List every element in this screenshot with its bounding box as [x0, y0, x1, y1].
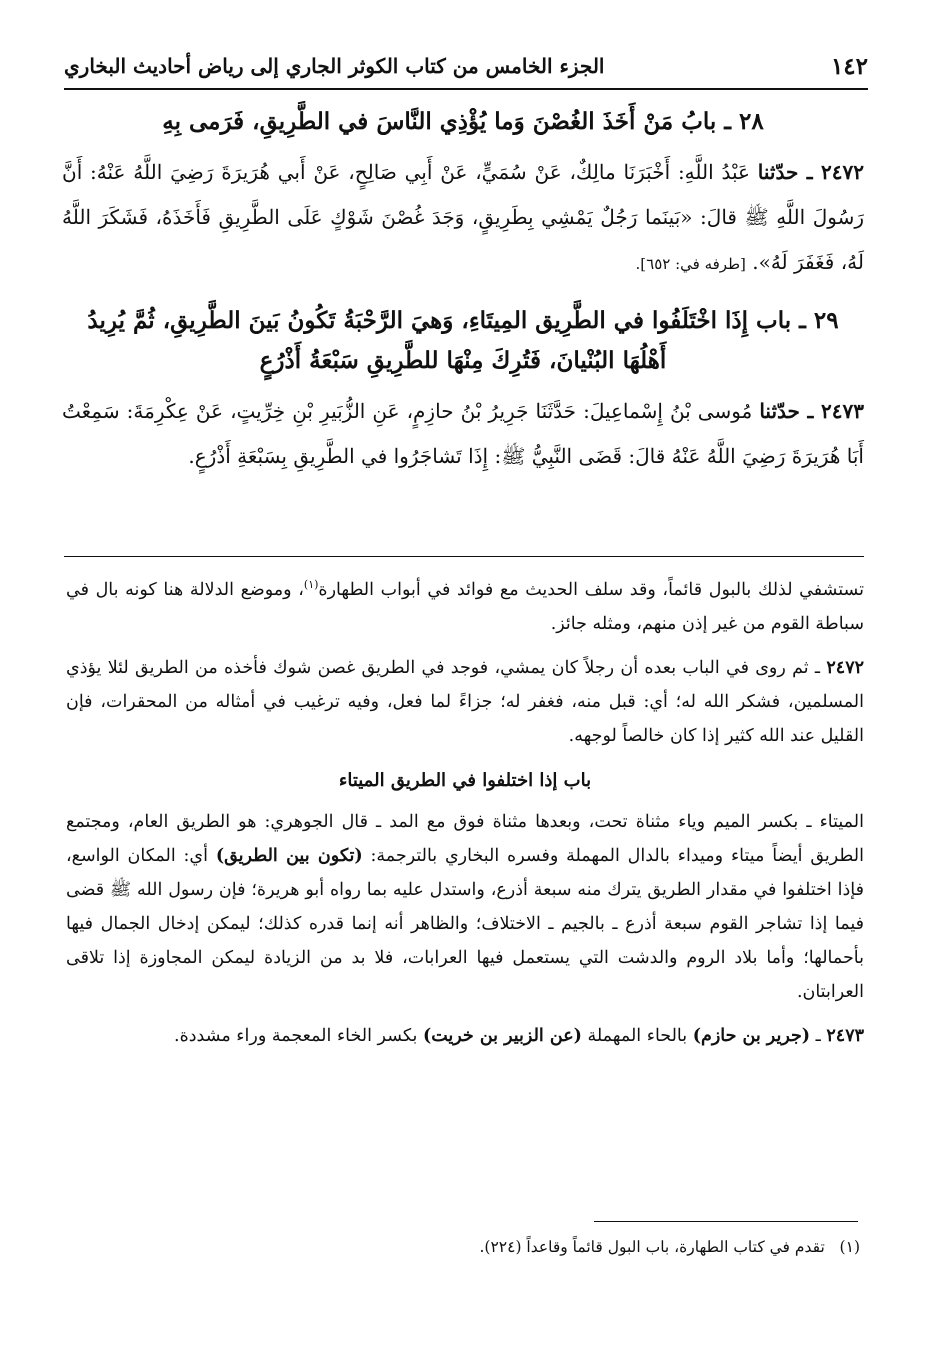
page-number: ١٤٢	[830, 52, 868, 80]
footnote-text: تقدم في كتاب الطهارة، باب البول قائماً وقاعداً (٢٢٤).	[479, 1238, 825, 1256]
commentary-text: ، وموضع الدلالة هنا كونه بال في سباطة القوم من غير إذن منهم، ومثله جائز.	[66, 579, 864, 634]
commentary-text: ـ	[815, 1025, 821, 1046]
commentary-paragraph	[66, 805, 864, 1009]
commentary-text: بكسر الخاء المعجمة وراء مشددة.	[174, 1025, 418, 1046]
hadith-number: ٢٤٧٣ ـ حدّثنا	[759, 399, 864, 423]
commentary-paragraph	[66, 1019, 864, 1053]
commentary-paragraph	[66, 568, 864, 641]
footnote-marker: (١)	[303, 578, 319, 591]
commentary-quote: (جرير بن حازم)	[692, 1025, 811, 1046]
commentary-text: ـ ثم روى في الباب بعده أن رجلاً كان يمشي، فوجد في الطريق غصن شوك فأخذه من الطريق لئلا يؤذي المسلمين، فشكر الله له؛ أي: قبل منه، فغفر له؛ جزاءً لما فعل، وفيه ترغيب في أمثاله من المحقرات، فإن القليل عند الله كثير إذا كان خالصاً لوجهه.	[66, 657, 864, 746]
running-header	[64, 44, 868, 90]
hadith-text: عَبْدُ اللَّهِ: أَخْبَرَنَا مالِكٌ، عَنْ سُمَيٍّ، عَنْ أَبِي صَالِحٍ، عَنْ أَبي هُرَيرَةَ رَضِيَ اللَّهُ عَنْهُ: أَنَّ رَسُولَ اللَّهِ ﷺ قالَ: «بَينَما رَجُلٌ يَمْشِي بِطَرِيقٍ، وَجَدَ غُصْنَ شَوْكٍ عَلَى الطَّرِيقِ فَأَخَذَهُ، فَشَكَرَ اللَّهُ لَهُ، فَغَفَرَ لَهُ».	[62, 160, 864, 274]
commentary	[66, 568, 864, 1063]
hadith-number: ٢٤٧٢ ـ حدّثنا	[757, 160, 865, 184]
text-commentary-divider	[64, 556, 864, 557]
commentary-quote: (عن الزبير بن خريت)	[422, 1025, 582, 1046]
commentary-text: بالحاء المهملة	[587, 1025, 688, 1046]
commentary-text: الميتاء ـ بكسر الميم وياء مثناة تحت، وبعدها مثناة فوق مع المد ـ قال الجوهري: هو الطريق العام، ومجتمع الطريق أيضاً ميتاء وميداء بالدال المهملة وفسره البخاري بالترجمة:	[66, 811, 864, 866]
commentary-text: أي: المكان الواسع، فإذا اختلفوا في مقدار الطريق يترك منه سبعة أذرع، واستدل عليه بما رواه أبو هريرة؛ فإن رسول الله ﷺ قضى فيما إذا تشاجر القوم سبعة أذرع ـ بالجيم ـ الاختلاف؛ والظاهر أنه إنما قدره كذلك؛ ليمكن إدخال الجمال فيها بأحمالها؛ وأما بلاد الروم والدشت التي يستعمل فيها العرابات، فلا بد من الزيادة ليمكن المجاوزة إذا تلاقى العرابتان.	[66, 845, 864, 1002]
running-title: الجزء الخامس من كتاب الكوثر الجاري إلى رياض أحاديث البخاري	[64, 54, 605, 78]
hadith-2472	[62, 150, 864, 287]
commentary-hadith-number: ٢٤٧٢	[826, 657, 864, 678]
commentary-subheading: باب إذا اختلفوا في الطريق الميتاء	[338, 769, 592, 791]
chapter-heading-28: ٢٨ ـ بابُ مَنْ أَخَذَ الغُصْنَ وَما يُؤْذِي النَّاسَ في الطَّرِيقِ، فَرَمى بِهِ	[162, 108, 764, 135]
commentary-text: تستشفي لذلك بالبول قائماً، وقد سلف الحديث مع فوائد في أبواب الطهارة	[318, 579, 864, 600]
hadith-text: مُوسى بْنُ إِسْماعِيلَ: حَدَّثَنَا جَرِيرُ بْنُ حازِمٍ، عَنِ الزُّبَيرِ بْنِ خِرِّيتٍ، عَنْ عِكْرِمَةَ: سَمِعْتُ أَبَا هُرَيرَةَ رَضِيَ اللَّهُ عَنْهُ قالَ: قَضَى النَّبِيُّ ﷺ: إِذَا تَشاجَرُوا في الطَّرِيقِ بِسَبْعَةِ أَذْرُعٍ.	[62, 399, 864, 468]
footnote	[66, 1232, 860, 1262]
cross-reference: [طرفه في: ٦٥٢].	[635, 255, 746, 273]
footnote-divider	[594, 1221, 858, 1222]
commentary-hadith-number: ٢٤٧٣	[826, 1025, 864, 1046]
footnote-number: (١)	[839, 1238, 860, 1256]
commentary-paragraph	[66, 651, 864, 753]
chapter-heading-29: ٢٩ ـ باب إِذَا اخْتَلَفُوا في الطَّرِيق المِيتَاءِ، وَهيَ الرَّحْبَةُ تَكُونُ بَينَ الطَّرِيقِ، ثُمَّ يُرِيدُ أَهْلُهَا البُنْيانَ، فَتُرِكَ مِنْهَا للطَّرِيقِ سَبْعَةُ أَذْرُعٍ	[87, 307, 839, 374]
main-text	[62, 102, 864, 493]
commentary-quote: (تكون بين الطريق)	[215, 845, 363, 866]
hadith-2473	[62, 389, 864, 479]
